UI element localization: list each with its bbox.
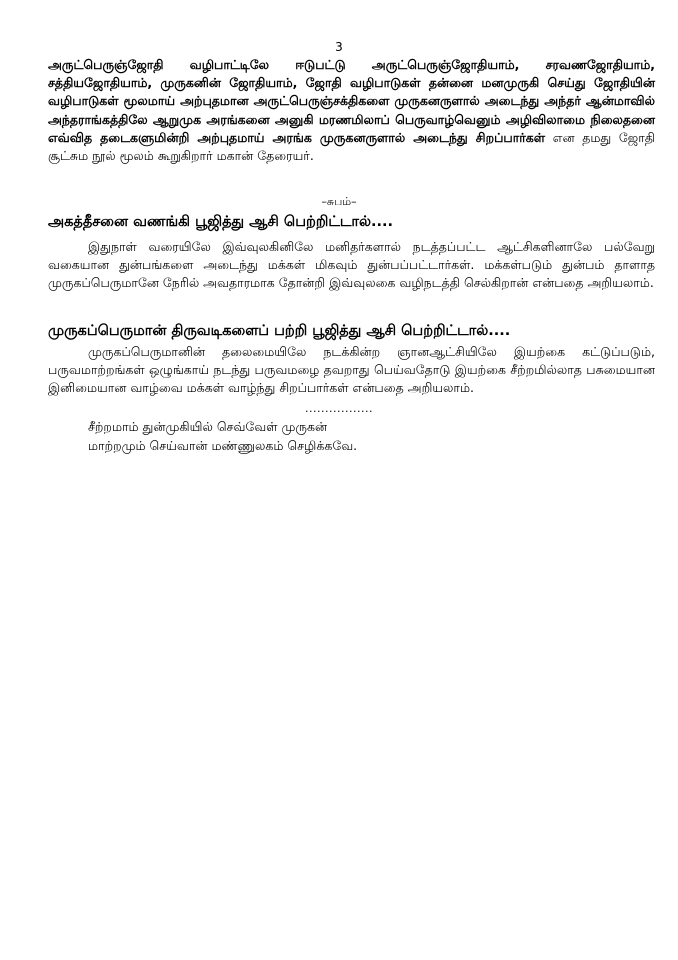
- section1-heading: அகத்தீசனை வணங்கி பூஜித்து ஆசி பெற்றிட்டால்....: [48, 214, 394, 230]
- section2-paragraph: [48, 343, 655, 398]
- verse-line-2: மாற்றமும் செய்வான் மண்ணுலகம் செழிக்கவே.: [88, 438, 358, 453]
- section-divider: –சுபம்–: [321, 195, 357, 208]
- section1-paragraph: [48, 238, 655, 293]
- section2-body-text: முருகப்பெருமானின் தலைமையிலே நடக்கின்ற ஞானஆட்சியிலே இயற்கை கட்டுப்படும், பருவமாற்றங்கள் ஒழுங்காய் நடந்து பருவமழை தவறாது பெய்வதோடு இயற்கை சீற்றமில்லாத பசுமையான இனிமையான வாழ்வை மக்கள் வாழ்ந்து சிறப்பார்கள் என்பதை அறியலாம்.: [48, 344, 655, 396]
- intro-bold-text: அருட்பெருஞ்ஜோதி வழிபாட்டிலே ஈடுபட்டு அருட்பெருஞ்ஜோதியாம், சரவணஜோதியாம், சத்தியஜோதியாம், முருகனின் ஜோதியாம், ஜோதி வழிபாடுகள் தன்னை மனமுருகி செய்து ஜோதியின் வழிபாடுகள் மூலமாய் அற்புதமான அருட்பெருஞ்சக்திகளை முருகனருளால் அடைந்து அந்தர் ஆன்மாவில் அந்தராங்கத்திலே ஆறுமுக அரங்கனை அனுகி மரணமிலாப் பெருவாழ்வெனும் அழிவிலாமை நிலைதனை எவ்வித தடைகளுமின்றி அற்புதமாய் அரங்க முருகனருளால் அடைந்து சிறப்பார்கள்: [48, 57, 655, 145]
- verse-line-1: சீற்றமாம் துன்முகியில் செவ்வேள் முருகன்: [88, 419, 328, 434]
- intro-paragraph: [48, 56, 655, 165]
- page-number: 3: [335, 40, 343, 54]
- dotted-separator: .................: [305, 402, 373, 415]
- section1-body-text: இதுநாள் வரையிலே இவ்வுலகினிலே மனிதர்களால் நடத்தப்பட்ட ஆட்சிகளினாலே பல்வேறு வகையான துன்பங்களை அடைந்து மக்கள் மிகவும் துன்பப்பட்டார்கள். மக்கள்படும் துன்பம் தாளாத முருகப்பெருமானே நேரில் அவதாரமாக தோன்றி இவ்வுலகை வழிநடத்தி செல்கிறான் என்பதை அறியலாம்.: [48, 239, 655, 291]
- intro-regular-text: என தமது ஜோதி சூட்சும நூல் மூலம் கூறுகிறார் மகான் தேரையர்.: [48, 129, 655, 164]
- section2-heading: முருகப்பெருமான் திருவடிகளைப் பற்றி பூஜித்து ஆசி பெற்றிட்டால்....: [48, 323, 511, 339]
